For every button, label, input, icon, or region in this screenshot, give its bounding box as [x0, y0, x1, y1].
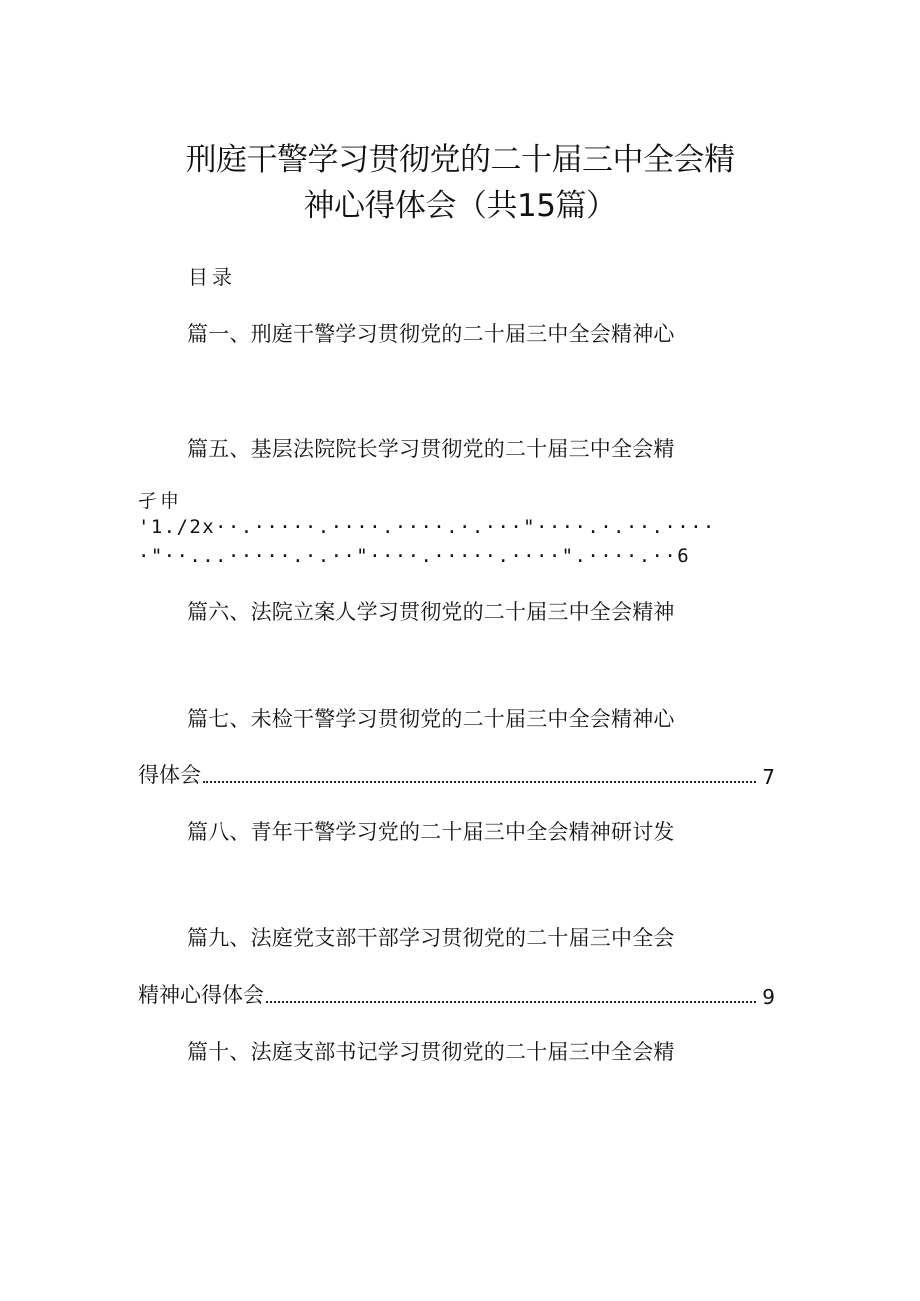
toc-entry-1[interactable]: 篇一、刑庭干警学习贯彻党的二十届三中全会精神心: [187, 322, 675, 346]
toc-entry-6[interactable]: 篇六、法院立案人学习贯彻党的二十届三中全会精神: [187, 600, 675, 624]
document-title-line-1: 刑庭干警学习贯彻党的二十届三中全会精: [185, 142, 735, 178]
toc-entry-10[interactable]: 篇十、法庭支部书记学习贯彻党的二十届三中全会精: [187, 1040, 675, 1064]
toc-entry-9-cont-text: 精神心得体会: [138, 983, 264, 1007]
toc-entry-7-page-number: 7: [762, 765, 775, 789]
toc-entry-5[interactable]: 篇五、基层法院院长学习贯彻党的二十届三中全会精: [187, 437, 675, 461]
toc-entry-7[interactable]: 篇七、未检干警学习贯彻党的二十届三中全会精神心: [187, 707, 675, 731]
toc-entry-5-garbled-line-1: 孑申: [138, 490, 183, 512]
toc-entry-8[interactable]: 篇八、青年干警学习党的二十届三中全会精神研讨发: [187, 820, 675, 844]
document-title-line-2: 神心得体会（共15篇）: [303, 188, 617, 224]
dot-leader: [266, 1000, 756, 1003]
toc-entry-5-garbled-line-3: ·"··...·····.·.··"····.·····.····".····.··6: [138, 545, 691, 567]
toc-entry-5-garbled-line-2: '1./2x··.·····.····.····.·.···"····.·.··.····: [138, 516, 716, 538]
toc-entry-9[interactable]: 篇九、法庭党支部干部学习贯彻党的二十届三中全会: [187, 926, 675, 950]
toc-entry-9-continuation[interactable]: [138, 979, 775, 1009]
toc-heading: 目录: [188, 265, 236, 289]
toc-entry-7-continuation[interactable]: [138, 759, 775, 789]
toc-entry-7-cont-text: 得体会: [138, 763, 201, 787]
dot-leader: [203, 780, 756, 783]
toc-entry-9-page-number: 9: [762, 985, 775, 1009]
